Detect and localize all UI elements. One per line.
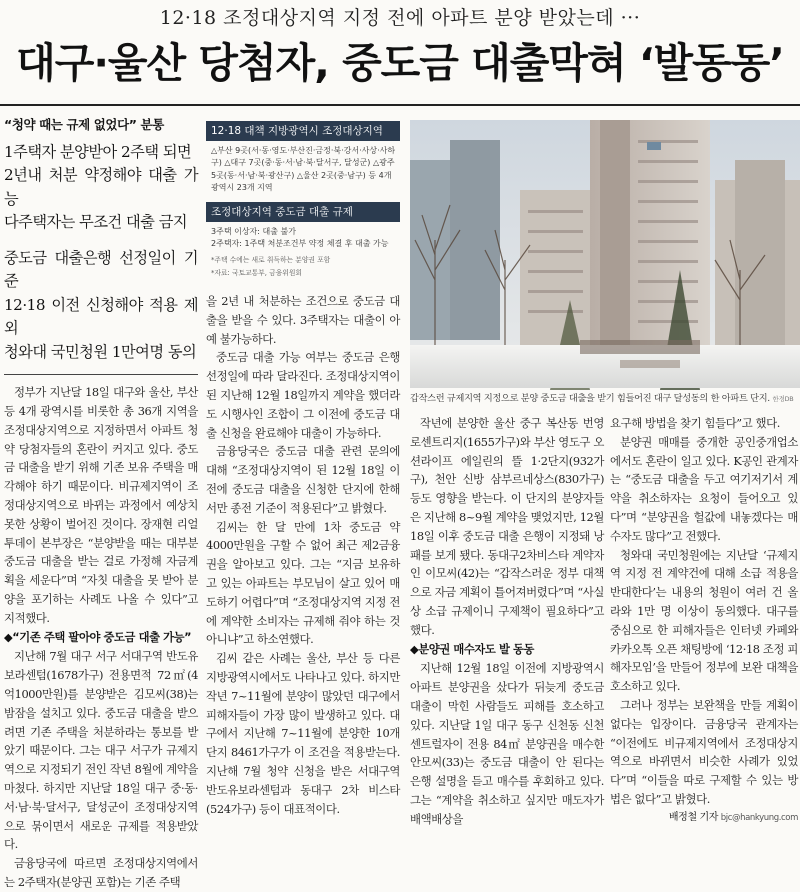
apartment-photo (410, 120, 800, 388)
col1-paragraph: 정부가 지난달 18일 대구와 울산, 부산 등 4개 광역시를 비롯한 총 36개 지역을 조정대상지역으로 지정하면서 아파트 청약 당첨자들의 혼란이 커지고 있다. 중도금 대출을 받기 위해 기존 보유 주택을 매각해야 하기 때문이다. 비규제지역이 조정대상지역으로 바뀌는 과정에서 예상치 못한 상황이 벌어진 것이다. 장재현 리얼투데이 본부장은 “분양받을 때는 대부분 중도금 대출을 받는 걸로 가정해 자금계획을 세운다”며 “자칫 대출을 못 받아 분양을 포기하는 사례도 나올 수 있다”고 지적했다. (4, 385, 198, 625)
column-1 (4, 116, 198, 890)
col4-paragraph: 청와대 국민청원에는 지난달 ‘규제지역 지정 전 계약건에 대해 소급 적용을 반대한다’는 내용의 청원이 여러 건 올라와 1만 명 이상이 동의했다. 대구를 중심으로 한 피해자들은 인터넷 카페와 카카오톡 오픈 채팅방에 ‘12·18 조정 피해자모임’을 만들어 정부에 보완 대책을 호소하고 있다. (610, 547, 798, 694)
info-box-source: *자료: 국토교통부, 금융위원회 (211, 269, 302, 278)
photo-caption-block (410, 390, 800, 404)
subhead-buyers: ◆분양권 매수자도 발 동동 (410, 642, 535, 656)
col4-paragraph: 분양권 매매를 중개한 공인중개업소에서도 혼란이 일고 있다. K공인 관계자는 “중도금 대출을 두고 여기저기서 계약을 취소하자는 요청이 들어오고 있다”며 “분양권을 헐값에 내놓겠다는 매수자도 많다”고 전했다. (610, 434, 798, 543)
col1-paragraph: 금융당국에 따르면 조정대상지역에서는 2주택자(분양권 포함)는 기존 주택 (4, 856, 198, 890)
info-box-header-rules: 조정대상지역 중도금 대출 규제 (206, 202, 400, 222)
apartment-photo-illustration (410, 120, 800, 388)
deck-line-5: 12·18 이전 신청해야 적용 제외 (4, 295, 198, 338)
byline (610, 809, 798, 828)
header-rule (0, 104, 800, 106)
col2-paragraph: 을 2년 내 처분하는 조건으로 중도금 대출을 받을 수 있다. 3주택자는 대출이 아예 불가능하다. (206, 294, 400, 346)
column-3 (410, 414, 604, 826)
col2-paragraph: 중도금 대출 가능 여부는 중도금 은행 선정일에 따라 달라진다. 조정대상지역이 된 지난해 12월 18일까지 계약을 했더라도 시행사인 조합이 그 이전에 중도금 대출 신청을 완료해야 대출이 가능하다. (206, 350, 400, 440)
deck-line-1: 1주택자 분양받아 2주택 되면 (4, 142, 192, 161)
headline: 대구·울산 당첨자, 중도금 대출막혀 ‘발동동’ (16, 39, 784, 87)
photo-credit: 한경DB (772, 395, 794, 403)
deck-line-2: 2년내 처분 약정해야 대출 가능 (4, 166, 198, 208)
info-box-header-regions: 12·18 대책 지방광역시 조정대상지역 (206, 121, 400, 141)
column-4 (610, 414, 798, 823)
deck-line-4: 중도금 대출은행 선정일이 기준 (4, 248, 198, 291)
col1-paragraph: 지난해 7월 대구 서구 서대구역 반도유보라센텀(1678가구) 전용면적 72㎡(4억1000만원)를 분양받은 김모씨(38)는 밤잠을 설치고 있다. 중도금 대출을 받으려면 기존 주택을 처분하라는 통보를 받았기 때문이다. 그는 대구 서구가 규제지역으로 지정되기 전인 작년 8월에 계약을 마쳤다. 하지만 지난달 18일 대구 중·동·서·남·북·달서구, 달성군이 조정대상지역으로 묶이면서 새로운 규제를 적용받았다. (4, 649, 198, 852)
info-box-regions: △부산 9곳(서·동·영도·부산진·금정·북·강서·사상·사하구) △대구 7곳(중·동·서·남·북·달서구, 달성군) △광주 5곳(동·서·남·북·광산구) △울산 2곳(중·남구) 등 4개 광역시 23개 지역 (211, 146, 396, 193)
deck-rule (4, 374, 198, 375)
col3-paragraph: 작년에 분양한 울산 중구 복산동 번영로센트리지(1655가구)와 부산 영도구 오션라이프 에일린의 뜰 1·2단지(932가구), 천안 신방 삼부르네상스(830가구) 등도 영향을 받는다. 이 단지의 분양자들은 지난해 8~9월 계약을 맺었지만, 12월 18일 이후 중도금 대출 은행이 지정돼 낭패를 보게 됐다. 동대구2차비스타 계약자인 이모씨(42)는 “갑작스러운 정부 대책으로 자금 계획이 틀어져버렸다”며 “사실상 소급 규제이니 구제책이 필요하다”고 했다. (410, 416, 604, 637)
col2-paragraph: 김씨 같은 사례는 울산, 부산 등 다른 지방광역시에서도 나타나고 있다. 하지만 작년 7~11월에 분양이 많았던 대구에서 피해자들이 가장 많이 발생하고 있다. 대구에서 지난해 7~11월에 분양한 10개 단지 8461가구가 이 조건을 적용받는다. 지난해 7월 청약 신청을 받은 서대구역 반도유보라센텀과 동대구 2차 비스타(524가구) 등이 대표적이다. (206, 651, 400, 816)
info-box-rule-2homes: 2주택자: 1주택 처분조건부 약정 체결 후 대출 가능 (211, 239, 389, 249)
deck-line-3: 다주택자는 무조건 대출 금지 (4, 213, 188, 232)
info-box (206, 121, 400, 289)
byline-email: bjc@hankyung.com (720, 812, 798, 823)
info-box-note: *주택 수에는 새로 취득하는 분양권 포함 (211, 256, 331, 265)
info-box-rule-3homes: 3주택 이상자: 대출 불가 (211, 226, 296, 236)
deck-title: “청약 때는 규제 없었다” 분통 (4, 117, 164, 132)
col4-paragraph: 요구해 방법을 찾기 힘들다”고 했다. (610, 416, 780, 430)
column-2 (206, 292, 400, 816)
col2-paragraph: 김씨는 한 달 만에 1차 중도금 약 4000만원을 구할 수 없어 최근 제2금융권을 알아보고 있다. 그는 “지금 보유하고 있는 아파트는 부모님이 살고 있어 매도하기 어렵다”며 “조정대상지역 지정 전에 계약한 소비자는 규제해 줘야 하는 것 아니냐”고 하소연했다. (206, 519, 400, 647)
kicker: 12·18 조정대상지역 지정 전에 아파트 분양 받았는데 ··· (159, 7, 641, 29)
col4-paragraph: 그러나 정부는 보완책을 만들 계획이 없다는 입장이다. 금융당국 관계자는 “이전에도 비규제지역에서 조정대상지역으로 바뀌면서 비슷한 사례가 있었다”며 “이들을 따로 구제할 수 있는 방법은 없다”고 밝혔다. (610, 697, 798, 806)
byline-name: 배정철 기자 (668, 811, 719, 823)
deck-line-6: 청와대 국민청원 1만여명 동의 (4, 342, 197, 361)
deck-gap (4, 235, 198, 247)
col3-paragraph: 지난해 12월 18일 이전에 지방광역시 아파트 분양권을 샀다가 뒤늦게 중도금 대출이 막힌 사람들도 피해를 호소하고 있다. 지난달 1일 대구 동구 신천동 신천센트럴자이 전용 84㎡ 분양권을 매수한 안모씨(33)는 중도금 대출이 안 된다는 은행 설명을 듣고 매수를 후회하고 있다. 그는 “계약을 취소하고 싶지만 매도자가 배액배상을 (410, 661, 604, 826)
col2-paragraph: 금융당국은 중도금 대출 관련 문의에 대해 “조정대상지역이 된 12월 18일 이전에 중도금 대출을 신청한 단지에 한해서만 종전 기준이 적용된다”고 밝혔다. (206, 444, 400, 515)
photo-caption: 갑작스런 규제지역 지정으로 분양 중도금 대출을 받기 힘들어진 대구 달성동의 한 아파트 단지. (410, 393, 770, 404)
subhead-existing-home: ◆“기존 주택 팔아야 중도금 대출 가능” (4, 630, 192, 644)
